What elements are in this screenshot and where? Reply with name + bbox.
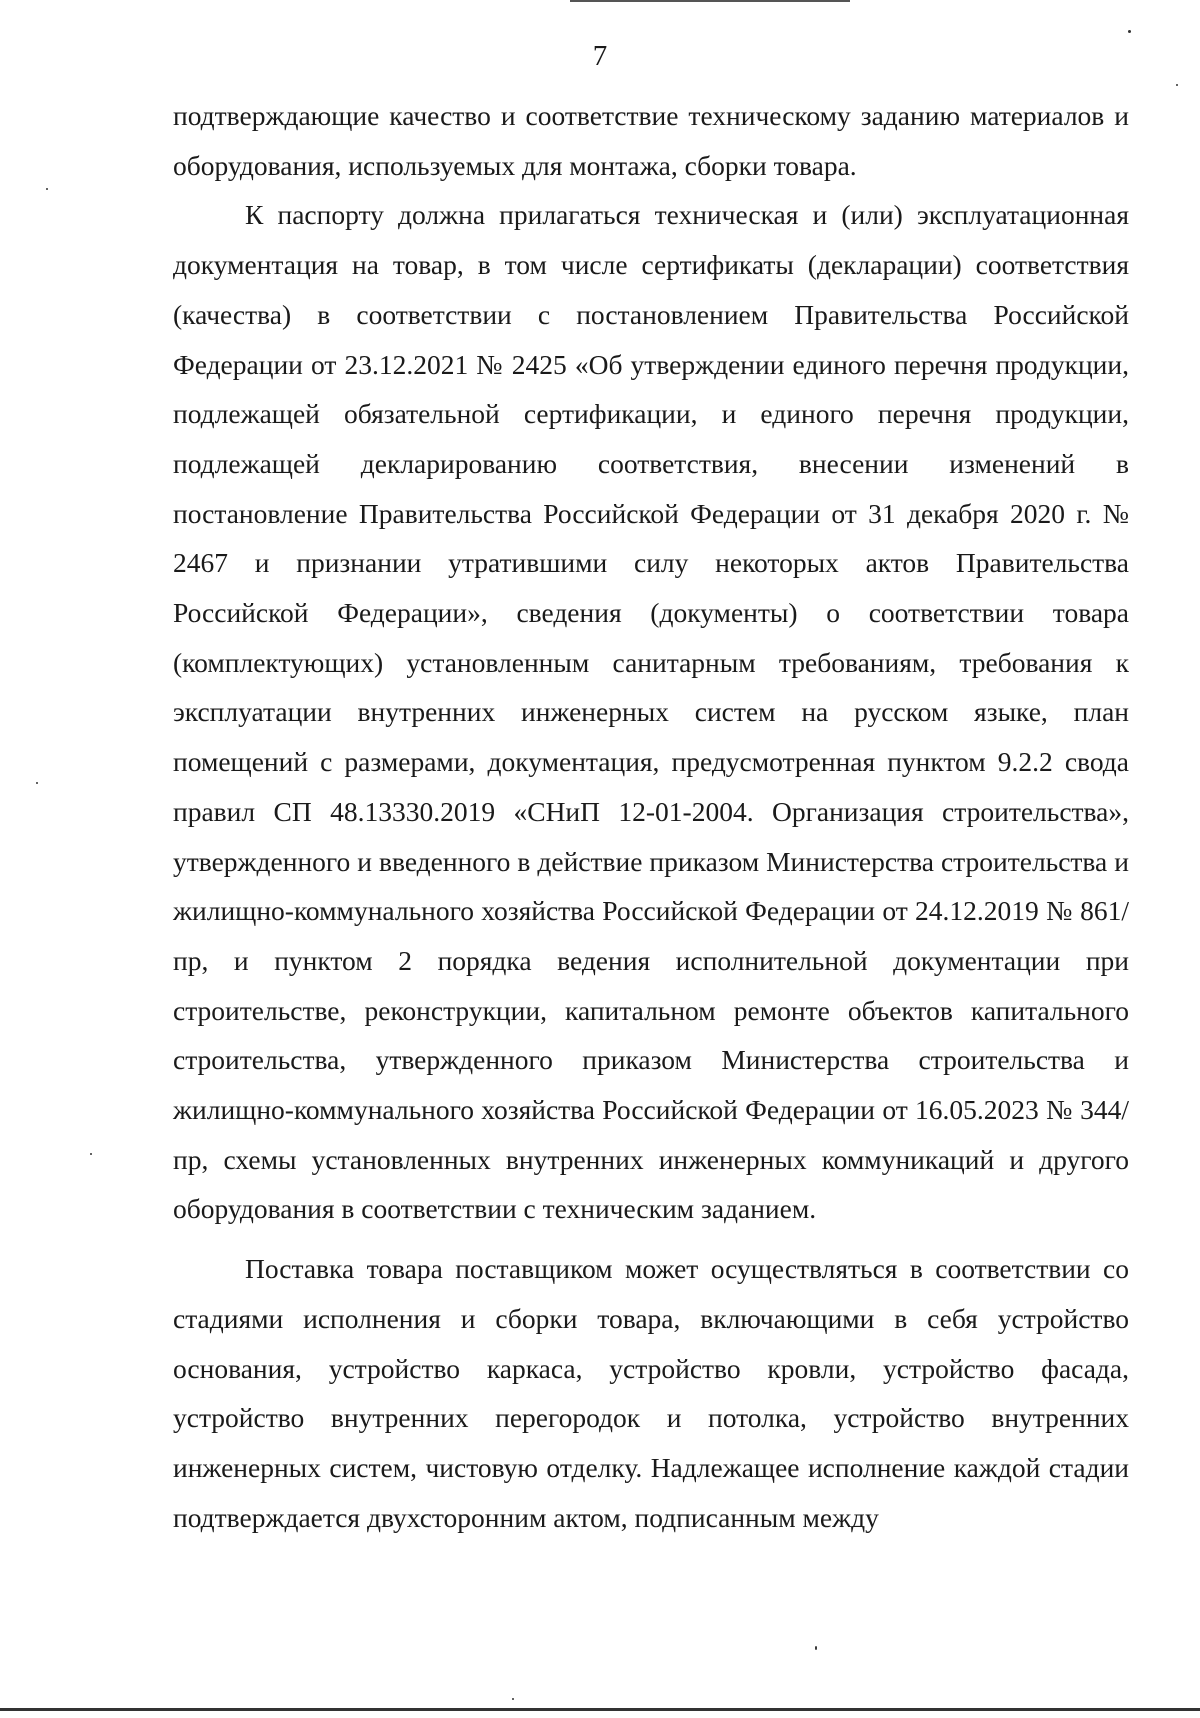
scan-speck [36, 782, 38, 784]
scan-speck [1128, 30, 1131, 33]
bottom-scan-edge [0, 1708, 1200, 1711]
paragraph-continuation: подтверждающие качество и соответствие техническому заданию материалов и оборудования, используемых для монтажа, сборки товара. [173, 100, 1129, 181]
scan-speck [46, 188, 48, 190]
scan-speck [1176, 84, 1178, 86]
paragraph-delivery-stages: Поставка товара поставщиком может осуществляться в соответствии со стадиями исполнения и сборки товара, включающими в себя устройство основания, устройство каркаса, устройство кровли, устройство фасада, устройство внутренних перегородок и потолка, устройство внутренних инженерных систем, чистовую отделку. Надлежащее исполнение каждой стадии подтверждается двухсторонним актом, подписанным между [173, 1253, 1129, 1533]
scan-speck [815, 1646, 817, 1650]
scan-speck [90, 1153, 92, 1155]
paragraph-passport-documentation: К паспорту должна прилагаться техническая и (или) эксплуатационная документация на товар, в том числе сертификаты (декларации) соответствия (качества) в соответствии с постановлением Правительства Российской Федерации от 23.12.2021 № 2425 «Об утверждении единого перечня продукции, подлежащей обязательной сертификации, и единого перечня продукции, подлежащей декларированию соответствия, внесении изменений в постановление Правительства Российской Федерации от 31 декабря 2020 г. № 2467 и признании утратившими силу некоторых актов Правительства Российской Федерации», сведения (документы) о соответствии товара (комплектующих) установленным санитарным требованиям, требования к эксплуатации внутренних инженерных систем на русском языке, план помещений с размерами, документация, предусмотренная пунктом 9.2.2 свода правил СП 48.13330.2019 «СНиП 12-01-2004. Организация строительства», утвержденного и введенного в действие приказом Министерства строительства и жилищно-коммунального хозяйства Российской Федерации от 24.12.2019 № 861/пр, и пунктом 2 порядка ведения исполнительной документации при строительстве, реконструкции, капитальном ремонте объектов капитального строительства, утвержденного приказом Министерства строительства и жилищно-коммунального хозяйства Российской Федерации от 16.05.2023 № 344/пр, схемы установленных внутренних инженерных коммуникаций и другого оборудования в соответствии с техническим заданием. [173, 199, 1129, 1225]
top-scan-edge [570, 0, 850, 2]
scan-speck [512, 1698, 514, 1700]
document-body [173, 91, 1129, 1542]
page-number: 7 [592, 40, 608, 72]
